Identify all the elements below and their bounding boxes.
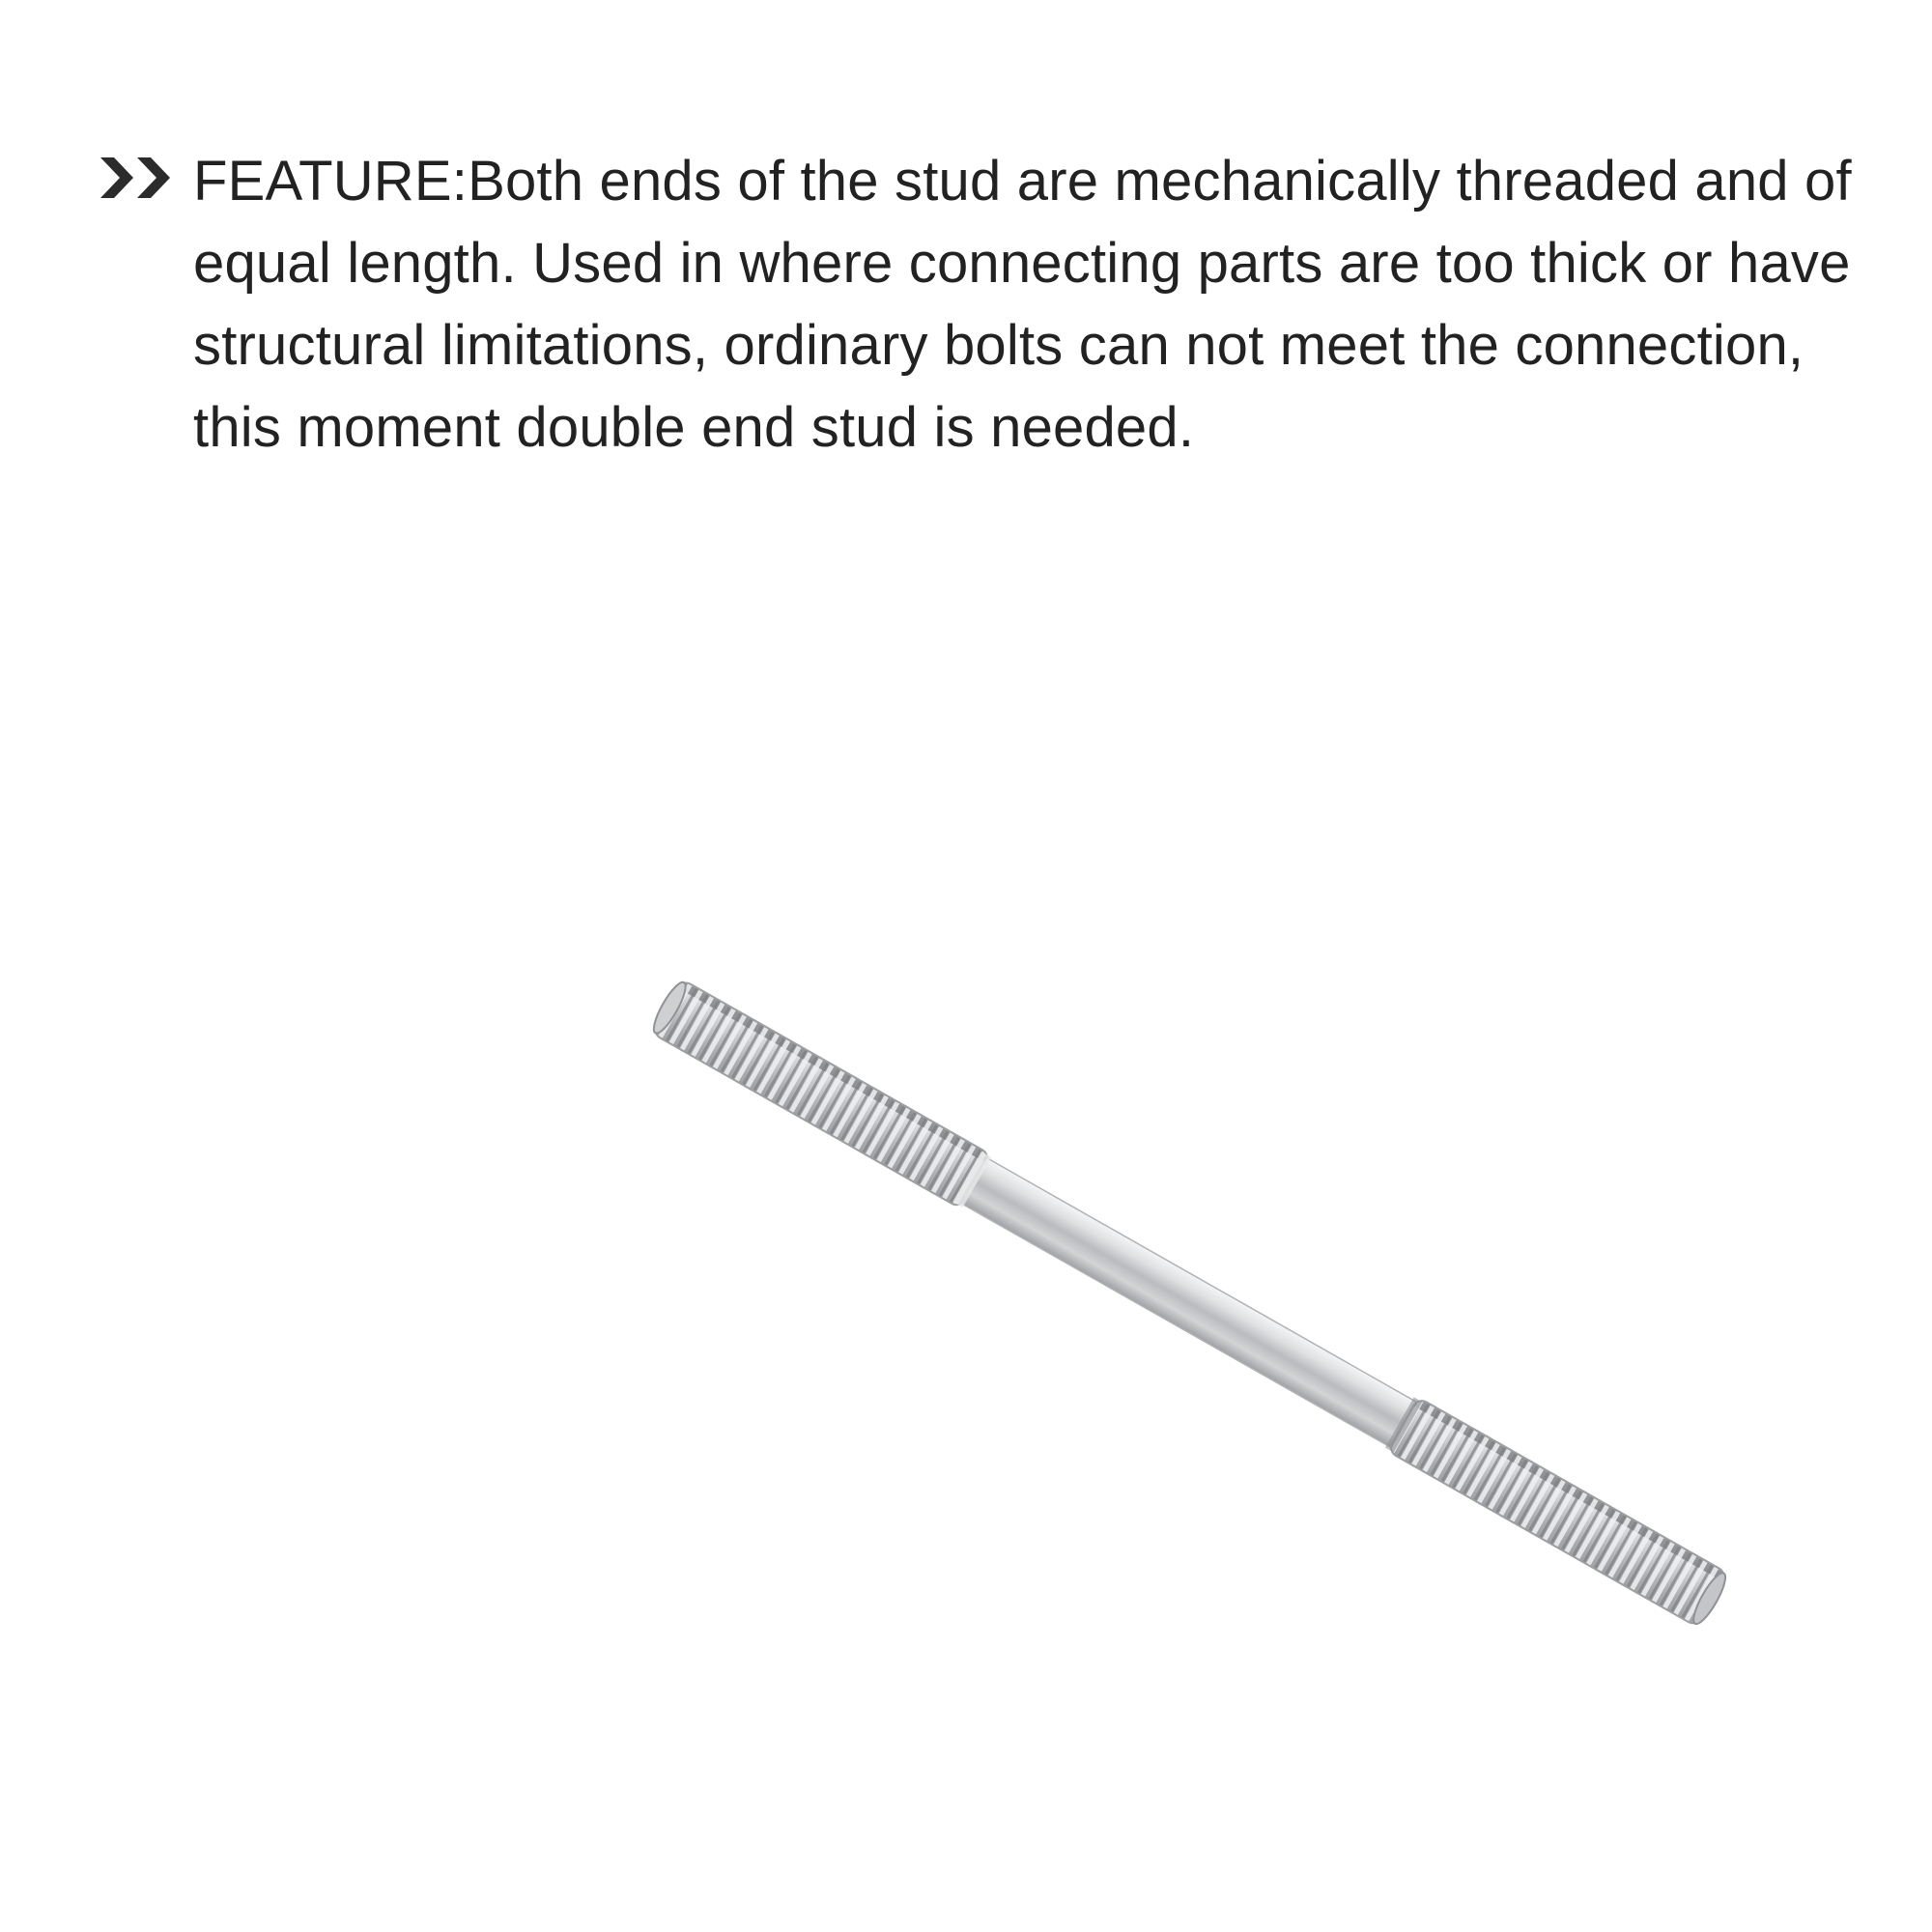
feature-description: FEATURE:Both ends of the stud are mechanically threaded and of equal length. Used in where connecting parts are too thick or have structural limitations, ordinary bolts can not meet the connection, this moment double end stud is needed. — [193, 150, 1852, 459]
double-chevron-right-icon — [100, 157, 174, 198]
